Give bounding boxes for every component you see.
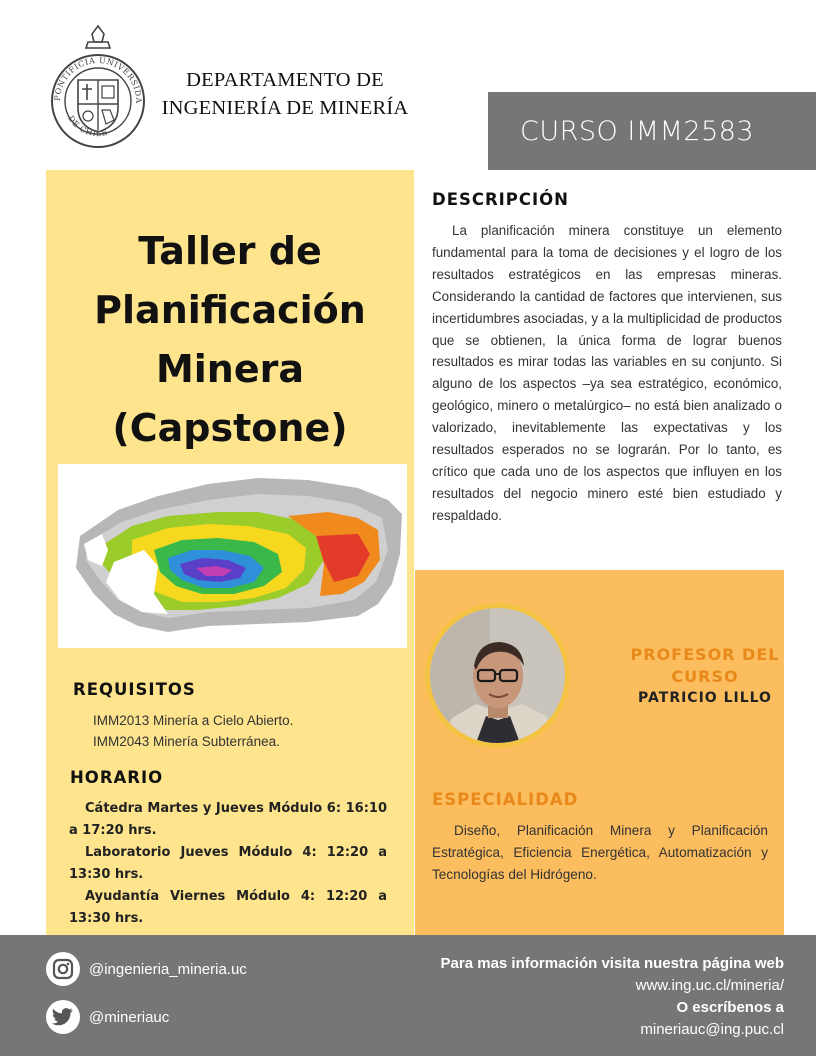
horario-item: Laboratorio Jueves Módulo 4: 12:20 a 13:30 hrs. <box>69 845 387 882</box>
professor-name: PATRICIO LILLO <box>638 690 772 706</box>
info-line: Para mas información visita nuestra página web <box>440 955 784 972</box>
professor-photo <box>430 608 565 743</box>
horario-item: Ayudantía Viernes Módulo 4: 12:20 a 13:30 hrs. <box>69 889 387 926</box>
especialidad-heading: ESPECIALIDAD <box>432 790 579 809</box>
requisito-item: IMM2043 Minería Subterránea. <box>93 734 280 749</box>
horario-item: Cátedra Martes y Jueves Módulo 6: 16:10 a 17:20 hrs. <box>69 801 387 838</box>
department-line-1: DEPARTAMENTO DE <box>186 69 384 91</box>
svg-text:DE CHILE: DE CHILE <box>66 114 109 139</box>
requisito-item: IMM2013 Minería a Cielo Abierto. <box>93 713 294 728</box>
instagram-link[interactable] <box>46 952 247 986</box>
horario-heading: HORARIO <box>70 768 164 787</box>
course-title-line-1: Taller de <box>138 229 322 273</box>
twitter-handle[interactable]: @mineriauc <box>89 1008 170 1026</box>
professor-title <box>590 644 816 688</box>
contact-info <box>441 953 784 1041</box>
course-title <box>46 222 414 458</box>
descripcion-heading: DESCRIPCIÓN <box>432 190 569 209</box>
requisitos-list <box>93 710 293 752</box>
email-link[interactable]: mineriauc@ing.puc.cl <box>640 1021 784 1038</box>
svg-text:PONTIFICIA UNIVERSIDAD CATÓLIC: PONTIFICIA UNIVERSIDA <box>52 55 144 104</box>
department-line-2: INGENIERÍA DE MINERÍA <box>161 97 409 119</box>
course-title-line-3: Minera <box>155 347 305 391</box>
professor-title-line-2: CURSO <box>671 667 739 686</box>
department-name <box>150 66 420 122</box>
website-link[interactable]: www.ing.uc.cl/mineria/ <box>635 977 784 994</box>
open-pit-model-image <box>58 464 407 648</box>
professor-photo-frame <box>425 603 570 748</box>
descripcion-text: La planificación minera constituye un elemento fundamental para la toma de decisiones y el logro de los resultados estratégicos en las empresas mineras. Considerando la cantidad de factores que intervienen, sus incertidumbres asociadas, y a la multiplicidad de productos que se obtienen, la única forma de lograr buenos resultados es mirar todas las variables en su conjunto. Si alguno de los aspectos –ya sea estratégico, económico, geológico, minero o metalúrgico– no está bien analizado o valorizado, inevitablemente las expectativas y los resultados esperados no se lograrán. Por lo tanto, es crítico que cada uno de los aspectos que influyen en los resultados del negocio minero esté bien estudiado y respaldado. <box>432 223 782 523</box>
twitter-icon <box>46 1000 80 1034</box>
instagram-icon <box>46 952 80 986</box>
professor-title-line-1: PROFESOR DEL <box>630 645 780 664</box>
write-us-line: O escríbenos a <box>676 999 784 1016</box>
course-title-line-2: Planificación <box>94 288 366 332</box>
especialidad-text: Diseño, Planificación Minera y Planificación Estratégica, Eficiencia Energética, Automatización y Tecnologías del Hidrógeno. <box>432 823 768 882</box>
twitter-link[interactable] <box>46 1000 169 1034</box>
course-title-line-4: (Capstone) <box>112 406 348 450</box>
course-code-banner <box>488 92 816 170</box>
horario-list <box>69 798 387 930</box>
instagram-handle[interactable]: @ingenieria_mineria.uc <box>89 960 247 978</box>
university-seal-logo <box>50 22 146 152</box>
course-code: CURSO IMM2583 <box>520 115 755 147</box>
requisitos-heading: REQUISITOS <box>73 680 196 699</box>
